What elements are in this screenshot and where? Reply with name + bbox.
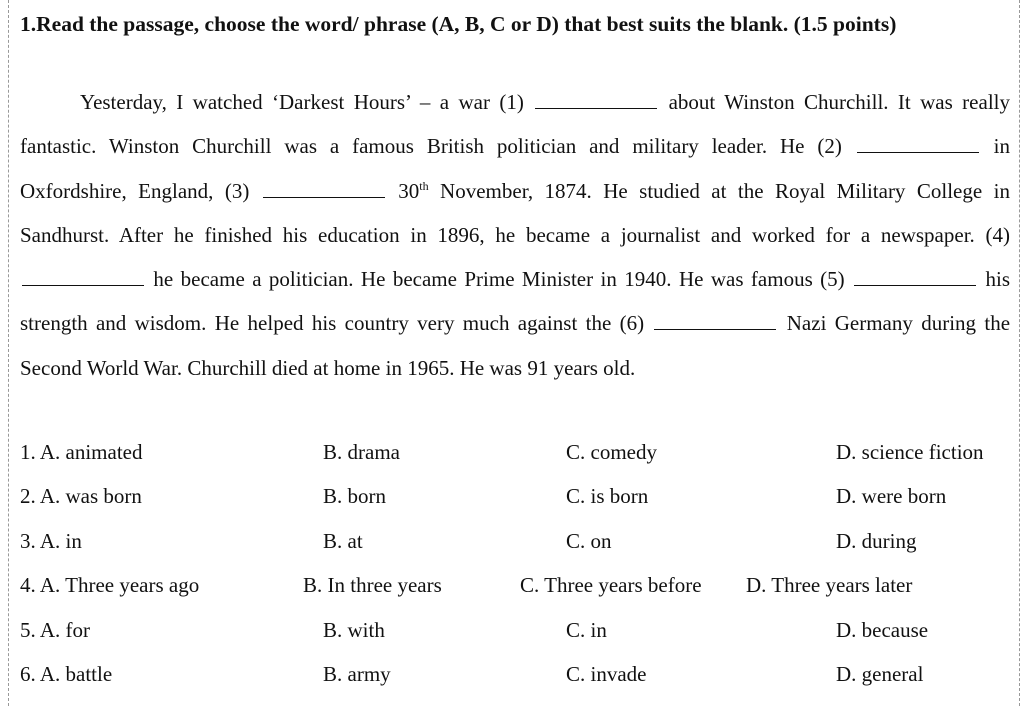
option-a: 2. A. was born <box>20 484 142 509</box>
option-c: C. is born <box>566 484 649 509</box>
option-d: D. Three years later <box>746 573 913 598</box>
passage-date-suffix: th <box>419 178 429 193</box>
passage-segment-7: Nazi Germany during the Second World War. Churchill died at home in 1965. He was 91 years old. <box>20 311 1011 380</box>
blank-2 <box>857 134 979 153</box>
answer-options <box>20 434 1020 700</box>
option-b: B. In three years <box>303 573 442 598</box>
option-a: 3. A. in <box>20 528 82 553</box>
passage-segment-4: November, 1874. He studied at the Royal Military College in Sandhurst. After he finished his education in 1896, he became a journalist and worked for a newspaper. (4) <box>20 178 1010 247</box>
question-row <box>20 478 1020 522</box>
blank-4 <box>22 267 144 286</box>
option-c: C. comedy <box>566 440 657 464</box>
option-c: C. Three years before <box>520 573 702 598</box>
question-row <box>20 612 1020 656</box>
passage-segment-6: his strength and wisdom. He helped his country very much against the (6) <box>20 267 1011 336</box>
option-c: C. on <box>566 528 612 553</box>
question-row <box>20 567 1020 611</box>
option-b: B. born <box>323 484 386 509</box>
option-d: D. were born <box>836 484 947 509</box>
option-a: 6. A. battle <box>20 661 113 686</box>
option-c: C. invade <box>566 661 647 686</box>
passage-segment-3: in Oxfordshire, England, (3) <box>20 134 1011 203</box>
passage-segment-2: about Winston Churchill. It was really fantastic. Winston Churchill was a famous British politician and military leader. He (2) <box>20 90 1010 159</box>
option-b: B. drama <box>323 440 400 464</box>
blank-1 <box>535 90 657 109</box>
option-d: D. during <box>836 528 917 553</box>
page-border-left <box>8 0 9 706</box>
question-row <box>20 523 1020 567</box>
option-a: 1. A. animated <box>20 440 143 464</box>
question-row <box>20 434 1020 478</box>
option-d: D. because <box>836 617 929 642</box>
reading-passage <box>20 80 1010 390</box>
option-b: B. at <box>323 528 363 553</box>
option-b: B. army <box>323 661 391 686</box>
blank-6 <box>654 311 776 330</box>
question-row <box>20 656 1020 700</box>
passage-date-day: 30 <box>398 178 420 203</box>
worksheet-page <box>20 0 1016 706</box>
option-c: C. in <box>566 617 607 642</box>
exercise-heading: 1.Read the passage, choose the word/ phrase (A, B, C or D) that best suits the blank. (1.5 points) <box>20 12 897 36</box>
passage-segment-1: Yesterday, I watched ‘Darkest Hours’ – a war (1) <box>80 90 524 114</box>
blank-3 <box>263 179 385 198</box>
option-a: 5. A. for <box>20 617 90 642</box>
option-d: D. science fiction <box>836 440 984 464</box>
option-b: B. with <box>323 617 385 642</box>
option-a: 4. A. Three years ago <box>20 573 200 598</box>
blank-5 <box>854 267 976 286</box>
option-d: D. general <box>836 661 924 686</box>
passage-segment-5: he became a politician. He became Prime Minister in 1940. He was famous (5) <box>153 267 845 292</box>
